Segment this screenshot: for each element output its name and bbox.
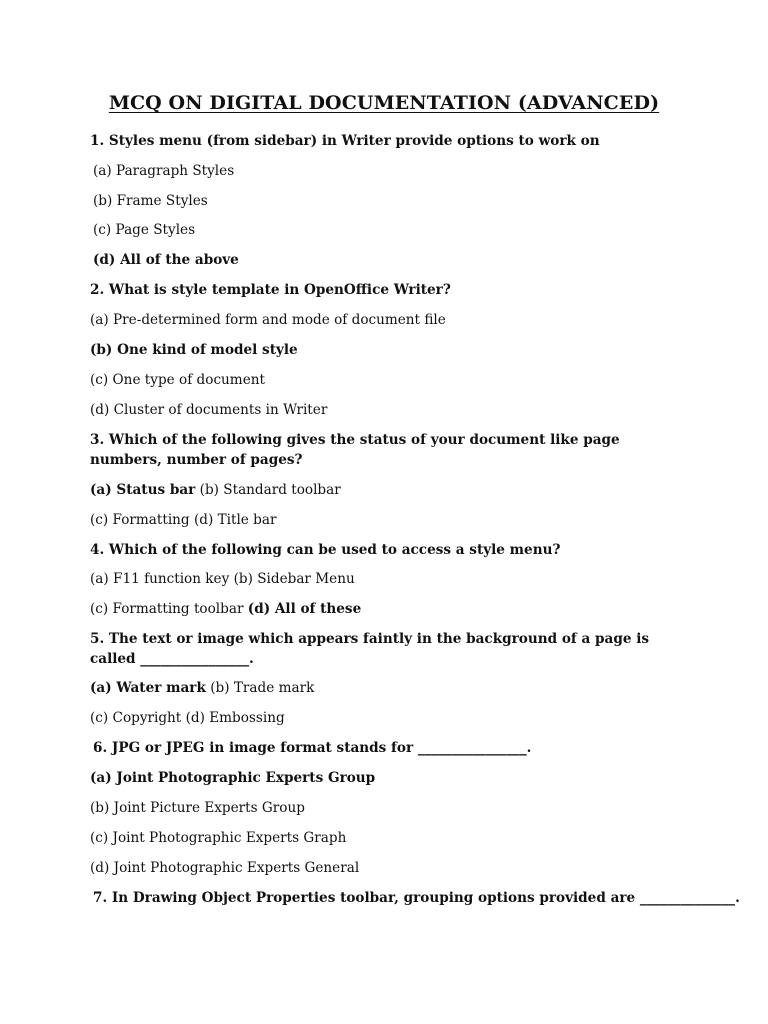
question-4: 4. Which of the following can be used to access a style menu? — [90, 542, 561, 558]
q6-option-d: (d) Joint Photographic Experts General — [90, 860, 360, 876]
q3-options-line-1 — [90, 480, 341, 500]
q4-options-line-2 — [90, 599, 361, 619]
question-5: 5. The text or image which appears faintly in the background of a page is called ________________. — [90, 631, 650, 667]
document-title: MCQ ON DIGITAL DOCUMENTATION (ADVANCED) — [108, 92, 660, 114]
q3-option-b: (b) Standard toolbar — [195, 482, 341, 498]
question-1: 1. Styles menu (from sidebar) in Writer provide options to work on — [90, 133, 600, 149]
q1-option-d: (d) All of the above — [93, 252, 239, 268]
q4-options-line-1: (a) F11 function key (b) Sidebar Menu — [90, 571, 355, 587]
question-7: 7. In Drawing Object Properties toolbar, grouping options provided are ______________. — [93, 890, 740, 906]
q1-option-c: (c) Page Styles — [93, 222, 196, 238]
q5-option-b: (b) Trade mark — [205, 680, 315, 696]
question-3: 3. Which of the following gives the status of your document like page numbers, number of pages? — [90, 432, 620, 468]
q1-option-a: (a) Paragraph Styles — [93, 163, 235, 179]
q2-option-d: (d) Cluster of documents in Writer — [90, 402, 328, 418]
q2-option-b: (b) One kind of model style — [90, 342, 298, 358]
q6-option-b: (b) Joint Picture Experts Group — [90, 800, 305, 816]
q3-option-a: (a) Status bar — [90, 482, 196, 498]
q5-option-a: (a) Water mark — [90, 680, 206, 696]
q2-option-a: (a) Pre-determined form and mode of document file — [90, 312, 446, 328]
q2-option-c: (c) One type of document — [90, 372, 265, 388]
q6-option-a: (a) Joint Photographic Experts Group — [90, 770, 376, 786]
q6-option-c: (c) Joint Photographic Experts Graph — [90, 830, 347, 846]
q3-options-line-2: (c) Formatting (d) Title bar — [90, 512, 277, 528]
q4-option-d: (d) All of these — [247, 601, 362, 617]
question-6: 6. JPG or JPEG in image format stands for ________________. — [93, 740, 532, 756]
q5-options-line-1 — [90, 678, 314, 698]
q4-option-c: (c) Formatting toolbar — [90, 601, 248, 617]
q5-options-line-2: (c) Copyright (d) Embossing — [90, 710, 285, 726]
q1-option-b: (b) Frame Styles — [93, 193, 208, 209]
question-2: 2. What is style template in OpenOffice Writer? — [90, 282, 451, 298]
